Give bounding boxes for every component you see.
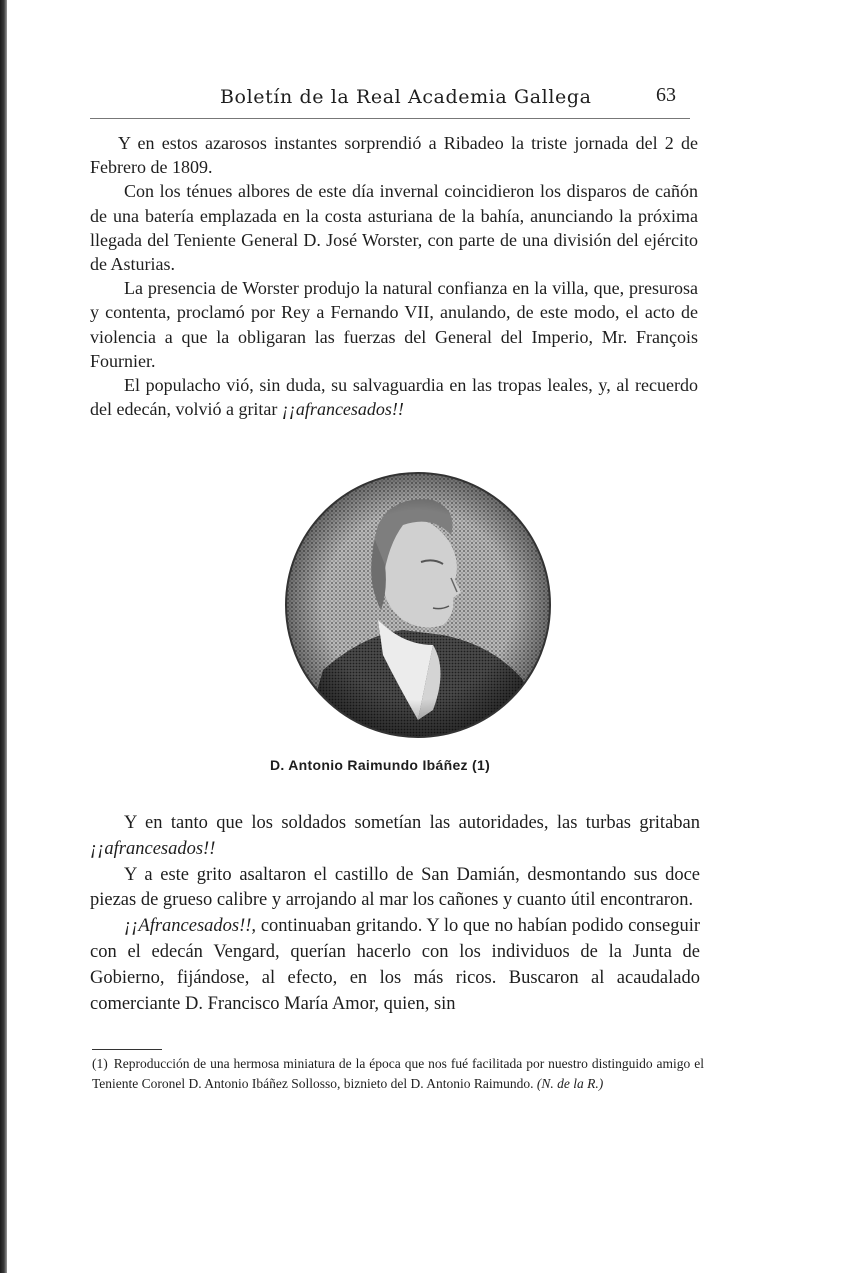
journal-title: Boletín de la Real Academia Gallega <box>220 86 592 108</box>
paragraph: Con los ténues albores de este día invernal coincidieron los disparos de cañón de una batería emplazada en la costa asturiana de la bahía, anunciando la próxima llegada del Teniente General D. José Worster, con parte de una división del ejército de Asturias. <box>90 181 698 275</box>
page-number: 63 <box>656 84 676 106</box>
footnote-marker: (1) <box>92 1056 108 1071</box>
portrait-medallion <box>283 470 553 740</box>
running-header <box>90 78 690 119</box>
paragraph <box>90 914 700 1017</box>
paragraph: Y a este grito asaltaron el castillo de San Damián, desmontando sus doce piezas de grueso calibre y arrojando al mar los cañones y cuanto útil encontraron. <box>90 864 700 911</box>
paragraph-text: continuaban gritando. Y lo que no habían podido conseguir con el edecán Vengard, querían hacerlo con los individuos de la Junta de Gobierno, fijándose, al efecto, en los más ricos. Buscaron al acaudalado comerciante D. Francisco María Amor, quien, sin <box>90 916 700 1014</box>
paragraph <box>90 373 698 421</box>
footnote-editor-note: (N. de la R.) <box>536 1075 604 1091</box>
portrait-caption: D. Antonio Raimundo Ibáñez (1) <box>270 757 491 773</box>
footnote-divider <box>92 1049 162 1050</box>
paragraph: Y en estos azarosos instantes sorprendió a Ribadeo la triste jornada del 2 de Febrero de 1809. <box>90 133 698 178</box>
footnote <box>92 1054 704 1093</box>
exclamation-italic: ¡¡afrancesados!! <box>281 399 404 420</box>
page-binding-edge <box>0 0 7 1273</box>
paragraph-text: Y en tanto que los soldados sometían las autoridades, las turbas gritaban <box>124 813 700 833</box>
paragraph-text: El populacho vió, sin duda, su salvaguardia en las tropas leales, y, al recuerdo del edecán, volvió a gritar <box>90 375 698 420</box>
body-text-lower <box>90 811 700 1017</box>
portrait-image <box>283 470 553 740</box>
exclamation-italic: ¡¡afrancesados!! <box>90 838 216 859</box>
footnote-text: Reproducción de una hermosa miniatura de la época que nos fué facilitada por nuestro distinguido amigo el Teniente Coronel D. Antonio Ibáñez Sollosso, biznieto del D. Antonio Raimundo. <box>92 1056 704 1091</box>
body-text-upper <box>90 131 698 421</box>
paragraph <box>90 811 700 863</box>
exclamation-italic: ¡¡Afrancesados!!, <box>124 916 257 937</box>
paragraph: La presencia de Worster produjo la natural confianza en la villa, que, presurosa y contenta, proclamó por Rey a Fernando VII, anulando, de este modo, el acto de violencia a que la obligaran las fuerzas del General del Imperio, Mr. François Fournier. <box>90 278 698 371</box>
